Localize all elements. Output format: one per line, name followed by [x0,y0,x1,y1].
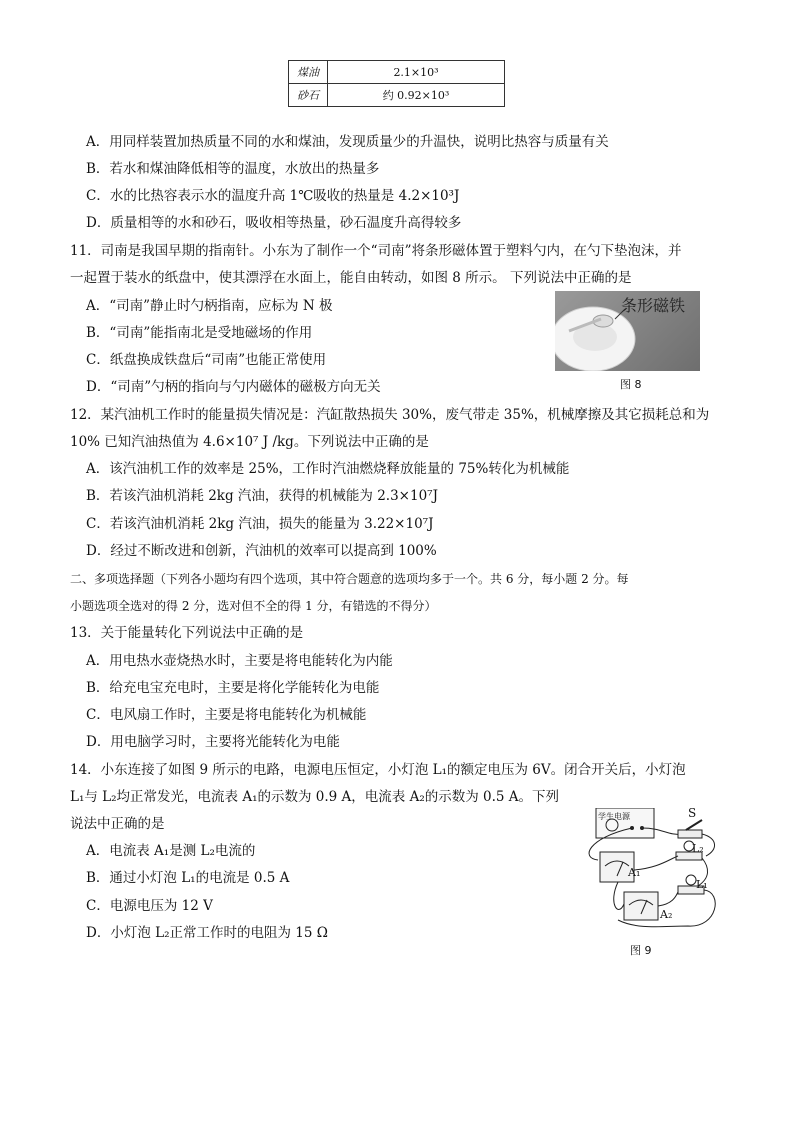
q12-option-b: B．若该汽油机消耗 2kg 汽油，获得的机械能为 2.3×10⁷J [86,488,438,504]
q11-stem-line2: 一起置于装水的纸盘中，使其漂浮在水面上，能自由转动，如图 8 所示。 下列说法中正确的是 [70,270,632,286]
ammeter-a2-label: A₂ [660,908,673,921]
q11-option-c: C．纸盘换成铁盘后“司南”也能正常使用 [86,352,327,368]
q14-stem-line3: 说法中正确的是 [70,816,165,832]
q12-option-c: C．若该汽油机消耗 2kg 汽油，损失的能量为 3.22×10⁷J [86,516,434,532]
q10-option-a: A．用同样装置加热质量不同的水和煤油，发现质量少的升温快，说明比热容与质量有关 [86,134,609,150]
q12-option-d: D．经过不断改进和创新，汽油机的效率可以提高到 100% [86,543,437,559]
q12-option-a: A．该汽油机工作的效率是 25%，工作时汽油燃烧释放能量的 75%转化为机械能 [86,461,570,477]
table-row [289,84,505,107]
figure-8-photo [555,291,700,371]
q13-option-b: B．给充电宝充电时，主要是将化学能转化为电能 [86,680,380,696]
table-cell-material: 煤油 [289,61,328,84]
q10-option-b: B．若水和煤油降低相等的温度，水放出的热量多 [86,161,380,177]
q12-stem-line1: 12．某汽油机工作时的能量损失情况是：汽缸散热损失 30%，废气带走 35%，机械摩擦及其它损耗总和为 [70,407,710,423]
q14-stem-line1: 14．小东连接了如图 9 所示的电路，电源电压恒定，小灯泡 L₁的额定电压为 6V。闭合开关后，小灯泡 [70,762,686,778]
q14-option-d: D．小灯泡 L₂正常工作时的电阻为 15 Ω [86,925,328,941]
table-cell-value: 2.1×10³ [328,61,505,84]
lamp-l1-label: L₁ [696,878,708,891]
q11-option-a: A．“司南”静止时勺柄指南，应标为 N 极 [86,298,333,314]
q13-option-a: A．用电热水壶烧热水时，主要是将电能转化为内能 [86,653,393,669]
q12-stem-line2: 10% 已知汽油热值为 4.6×10⁷ J /kg。下列说法中正确的是 [70,434,429,450]
figure-9-circuit [578,808,728,943]
q14-stem-line2: L₁与 L₂均正常发光，电流表 A₁的示数为 0.9 A，电流表 A₂的示数为 0.5 A。下列 [70,789,560,805]
q11-option-b: B．“司南”能指南北是受地磁场的作用 [86,325,313,341]
figure-8-caption: 图 8 [620,378,642,391]
power-supply-label: 学生电源 [598,812,630,821]
q14-option-c: C．电源电压为 12 V [86,898,213,914]
table-row [289,61,505,84]
figure-8-label: 条形磁铁 [621,296,686,315]
ammeter-a1-label: A₁ [628,866,641,879]
q13-stem: 13．关于能量转化下列说法中正确的是 [70,625,304,641]
q11-stem-line1: 11．司南是我国早期的指南针。小东为了制作一个“司南”将条形磁体置于塑料勺内，在勺下垫泡沫，并 [70,243,682,259]
specific-heat-table [288,60,505,107]
circuit-wires [578,808,728,943]
q14-option-a: A．电流表 A₁是测 L₂电流的 [86,843,256,859]
table-cell-material: 砂石 [289,84,328,107]
q14-option-b: B．通过小灯泡 L₁的电流是 0.5 A [86,870,290,886]
q10-option-c: C．水的比热容表示水的温度升高 1℃吸收的热量是 4.2×10³J [86,188,460,204]
table-cell-value: 约 0.92×10³ [328,84,505,107]
q13-option-d: D．用电脑学习时，主要将光能转化为电能 [86,734,340,750]
switch-label: S [688,806,697,820]
section-2-heading-line2: 小题选项全选对的得 2 分，选对但不全的得 1 分，有错选的不得分） [70,599,437,613]
q13-option-c: C．电风扇工作时，主要是将电能转化为机械能 [86,707,367,723]
section-2-heading-line1: 二、多项选择题（下列各小题均有四个选项，其中符合题意的选项均多于一个。共 6 分，每小题 2 分。每 [70,572,629,586]
q10-option-d: D．质量相等的水和砂石，吸收相等热量，砂石温度升高得较多 [86,215,462,231]
lamp-l2-label: L₂ [692,842,704,855]
q11-option-d: D．“司南”勺柄的指向与勺内磁体的磁极方向无关 [86,379,381,395]
figure-9-caption: 图 9 [630,944,652,957]
